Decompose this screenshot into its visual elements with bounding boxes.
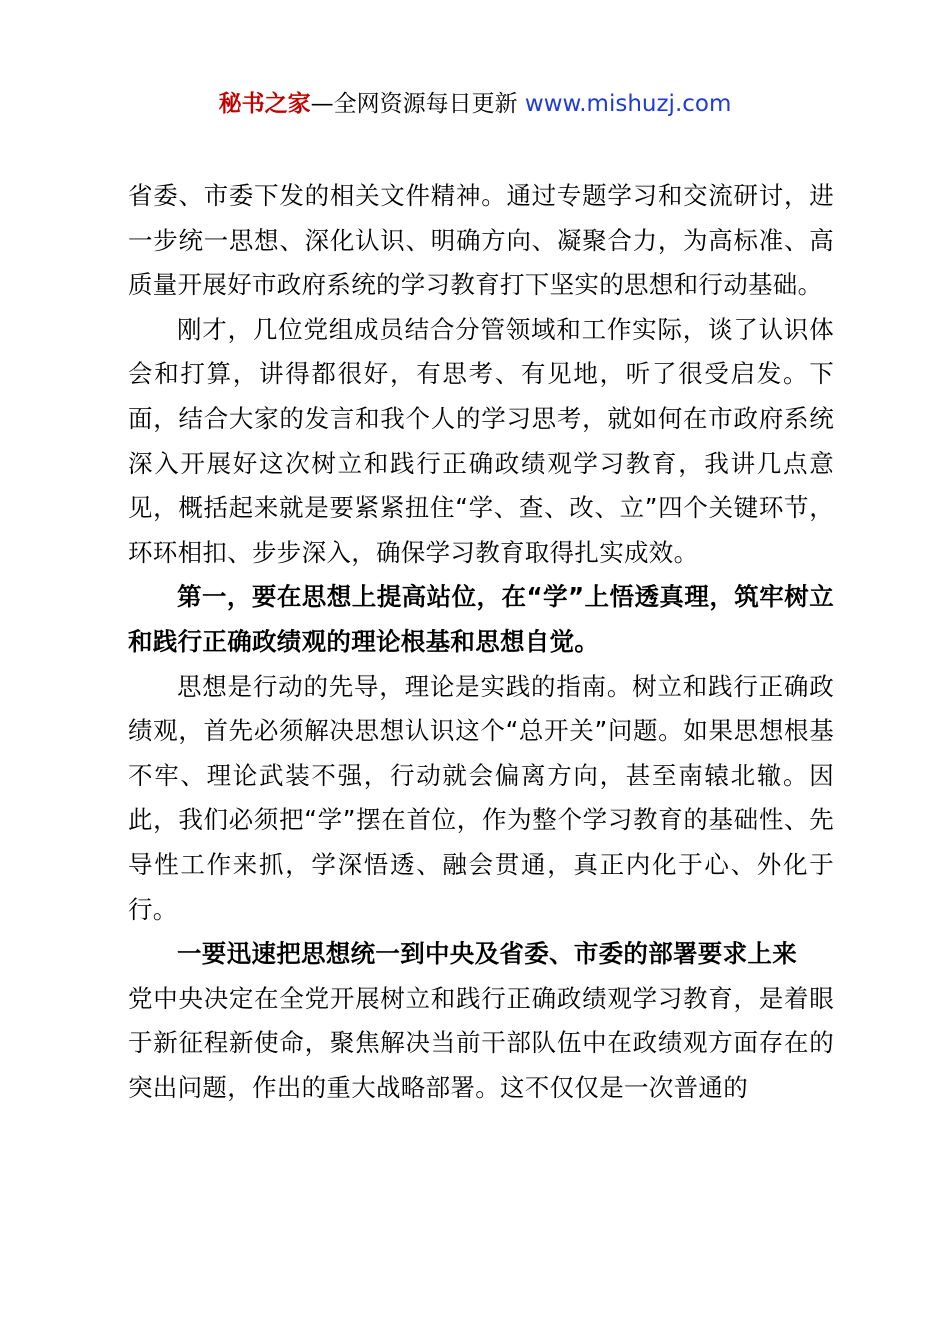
page-header	[0, 88, 950, 120]
header-tagline: —全网资源每日更新	[310, 91, 525, 117]
header-url-link[interactable]: www.mishuzj.com	[524, 91, 732, 117]
paragraph-body-last: 党中央决定在全党开展树立和践行正确政绩观学习教育，是着眼于新征程新使命，聚焦解决当前干部队伍中在政绩观方面存在的突出问题，作出的重大战略部署。这不仅仅是一次普通的	[128, 983, 834, 1102]
paragraph-body: 思想是行动的先导，理论是实践的指南。树立和践行正确政绩观，首先必须解决思想认识这个“总开关”问题。如果思想根基不牢、理论武装不强，行动就会偏离方向，甚至南辕北辙。因此，我们必须把“学”摆在首位，作为整个学习教育的基础性、先导性工作来抓，学深悟透、融会贯通，真正内化于心、外化于行。	[128, 671, 834, 924]
section-heading-first: 第一，要在思想上提高站位，在“学”上悟透真理，筑牢树立和践行正确政绩观的理论根基和思想自觉。	[128, 582, 834, 656]
document-body	[128, 174, 834, 1110]
paragraph-continuation: 省委、市委下发的相关文件精神。通过专题学习和交流研讨，进一步统一思想、深化认识、明确方向、凝聚合力，为高标准、高质量开展好市政府系统的学习教育打下坚实的思想和行动基础。	[128, 181, 834, 300]
paragraph-intro: 刚才，几位党组成员结合分管领域和工作实际，谈了认识体会和打算，讲得都很好，有思考、有见地，听了很受启发。下面，结合大家的发言和我个人的学习思考，就如何在市政府系统深入开展好这次树立和践行正确政绩观学习教育，我讲几点意见，概括起来就是要紧紧扭住“学、查、改、立”四个关键环节，环环相扣、步步深入，确保学习教育取得扎实成效。	[128, 314, 834, 567]
brand-name: 秘书之家	[218, 91, 311, 117]
subsection-heading: 一要迅速把思想统一到中央及省委、市委的部署要求上来	[177, 939, 797, 969]
